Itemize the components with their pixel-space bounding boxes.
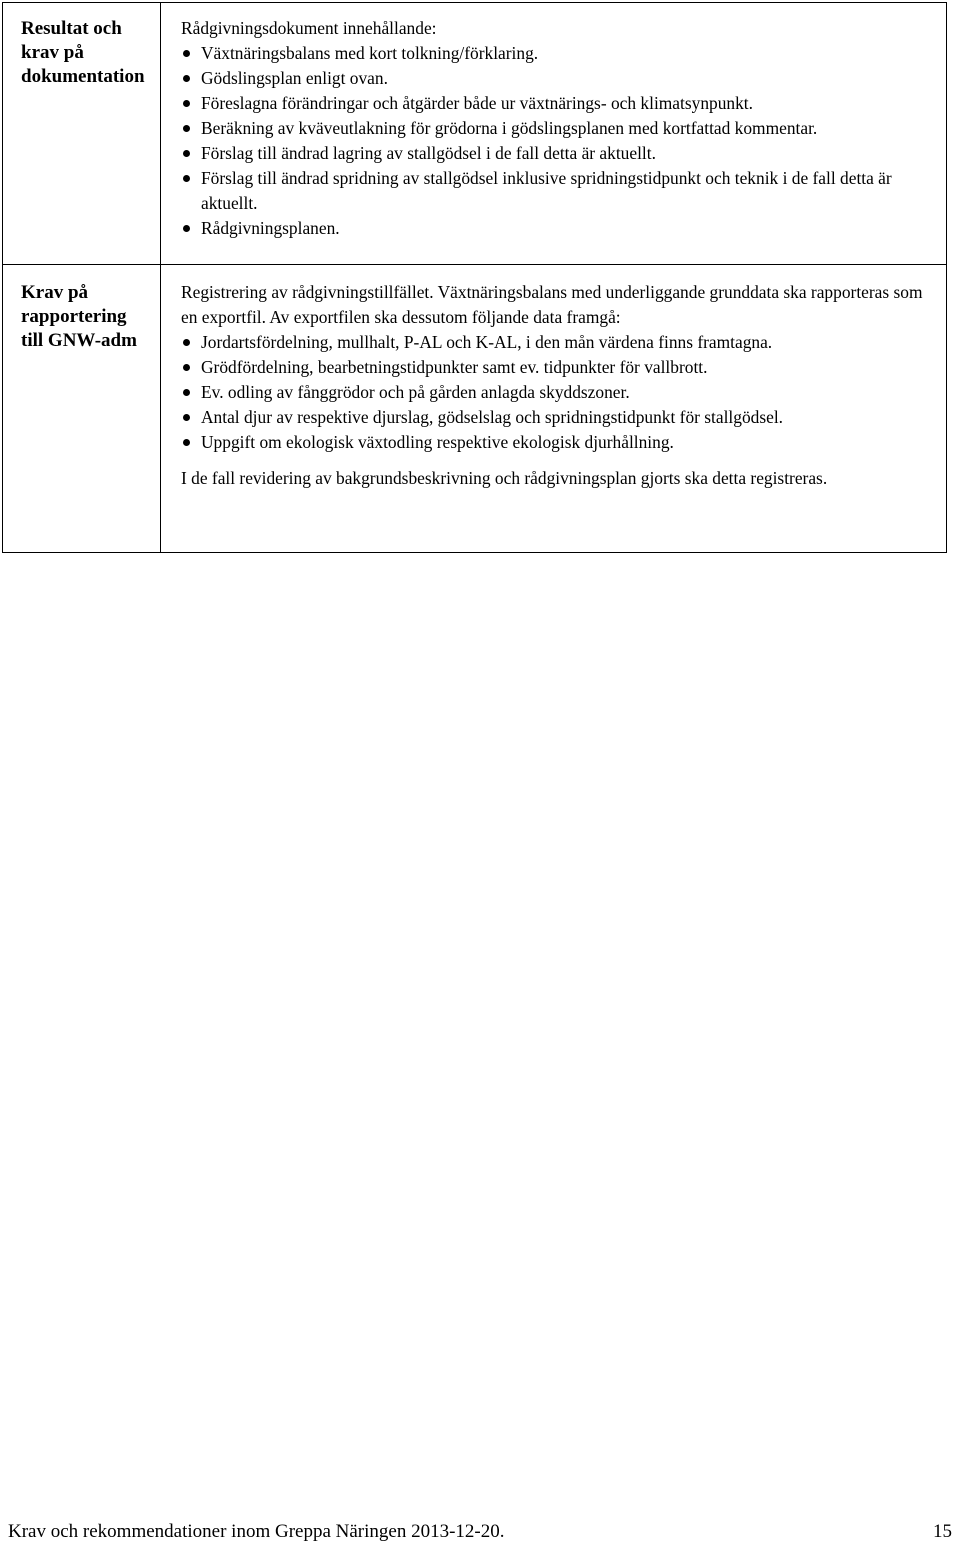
list-item	[181, 141, 938, 166]
row-label-documentation	[3, 3, 161, 265]
row-content-documentation	[161, 3, 947, 265]
table-row-documentation	[3, 3, 947, 265]
intro-text: Rådgivningsdokument innehållande:	[181, 18, 437, 38]
bullet-icon	[183, 389, 190, 396]
bullet-icon	[183, 175, 190, 182]
bullet-icon	[183, 414, 190, 421]
list-item-text: Gödslingsplan enligt ovan.	[201, 68, 388, 88]
list-item	[181, 116, 938, 141]
bullet-icon	[183, 225, 190, 232]
label-line: till GNW-adm	[21, 330, 137, 351]
bullet-icon	[183, 100, 190, 107]
label-line: rapportering	[21, 306, 127, 327]
bullet-list	[181, 41, 938, 241]
footer-text: Krav och rekommendationer inom Greppa Näringen 2013-12-20.	[8, 1521, 505, 1542]
list-item-text: Föreslagna förändringar och åtgärder både ur växtnärings- och klimatsynpunkt.	[201, 93, 753, 113]
label-line: Krav på	[21, 282, 89, 303]
list-item	[181, 41, 938, 66]
bullet-icon	[183, 439, 190, 446]
list-item-text: Grödfördelning, bearbetningstidpunkter samt ev. tidpunkter för vallbrott.	[201, 357, 708, 377]
page-number: 15	[933, 1521, 952, 1542]
label-line: dokumentation	[21, 66, 145, 87]
list-item	[181, 91, 938, 116]
bullet-list	[181, 330, 938, 455]
bullet-icon	[183, 75, 190, 82]
row-label-reporting	[3, 265, 161, 553]
list-item	[181, 66, 938, 91]
closing-text: I de fall revidering av bakgrundsbeskrivning och rådgivningsplan gjorts ska detta registreras.	[181, 468, 828, 488]
intro-text: Registrering av rådgivningstillfället. Växtnäringsbalans med underliggande grunddata ska rapporteras som en exportfil. Av exportfilen ska dessutom följande data framgå:	[181, 282, 923, 327]
list-item-text: Jordartsfördelning, mullhalt, P-AL och K-AL, i den mån värdena finns framtagna.	[201, 332, 773, 352]
table-row-reporting	[3, 265, 947, 553]
list-item-text: Förslag till ändrad spridning av stallgödsel inklusive spridningstidpunkt och teknik i de fall detta är aktuellt.	[201, 168, 892, 213]
list-item-text: Uppgift om ekologisk växtodling respektive ekologisk djurhållning.	[201, 432, 674, 452]
list-item-text: Rådgivningsplanen.	[201, 218, 340, 238]
bullet-icon	[183, 339, 190, 346]
label-line: krav på	[21, 42, 84, 63]
list-item-text: Ev. odling av fånggrödor och på gården anlagda skyddszoner.	[201, 382, 630, 402]
list-item-text: Antal djur av respektive djurslag, gödselslag och spridningstidpunkt för stallgödsel.	[201, 407, 784, 427]
list-item	[181, 216, 938, 241]
row-content-reporting	[161, 265, 947, 553]
bullet-icon	[183, 150, 190, 157]
list-item	[181, 166, 938, 216]
label-line: Resultat och	[21, 18, 122, 39]
list-item	[181, 355, 938, 380]
requirements-table	[2, 2, 947, 553]
list-item-text: Förslag till ändrad lagring av stallgödsel i de fall detta är aktuellt.	[201, 143, 656, 163]
list-item	[181, 330, 938, 355]
bullet-icon	[183, 125, 190, 132]
list-item-text: Växtnäringsbalans med kort tolkning/förklaring.	[201, 43, 539, 63]
list-item	[181, 380, 938, 405]
list-item	[181, 405, 938, 430]
list-item-text: Beräkning av kväveutlakning för grödorna i gödslingsplanen med kortfattad kommentar.	[201, 118, 818, 138]
list-item	[181, 430, 938, 455]
bullet-icon	[183, 50, 190, 57]
bullet-icon	[183, 364, 190, 371]
